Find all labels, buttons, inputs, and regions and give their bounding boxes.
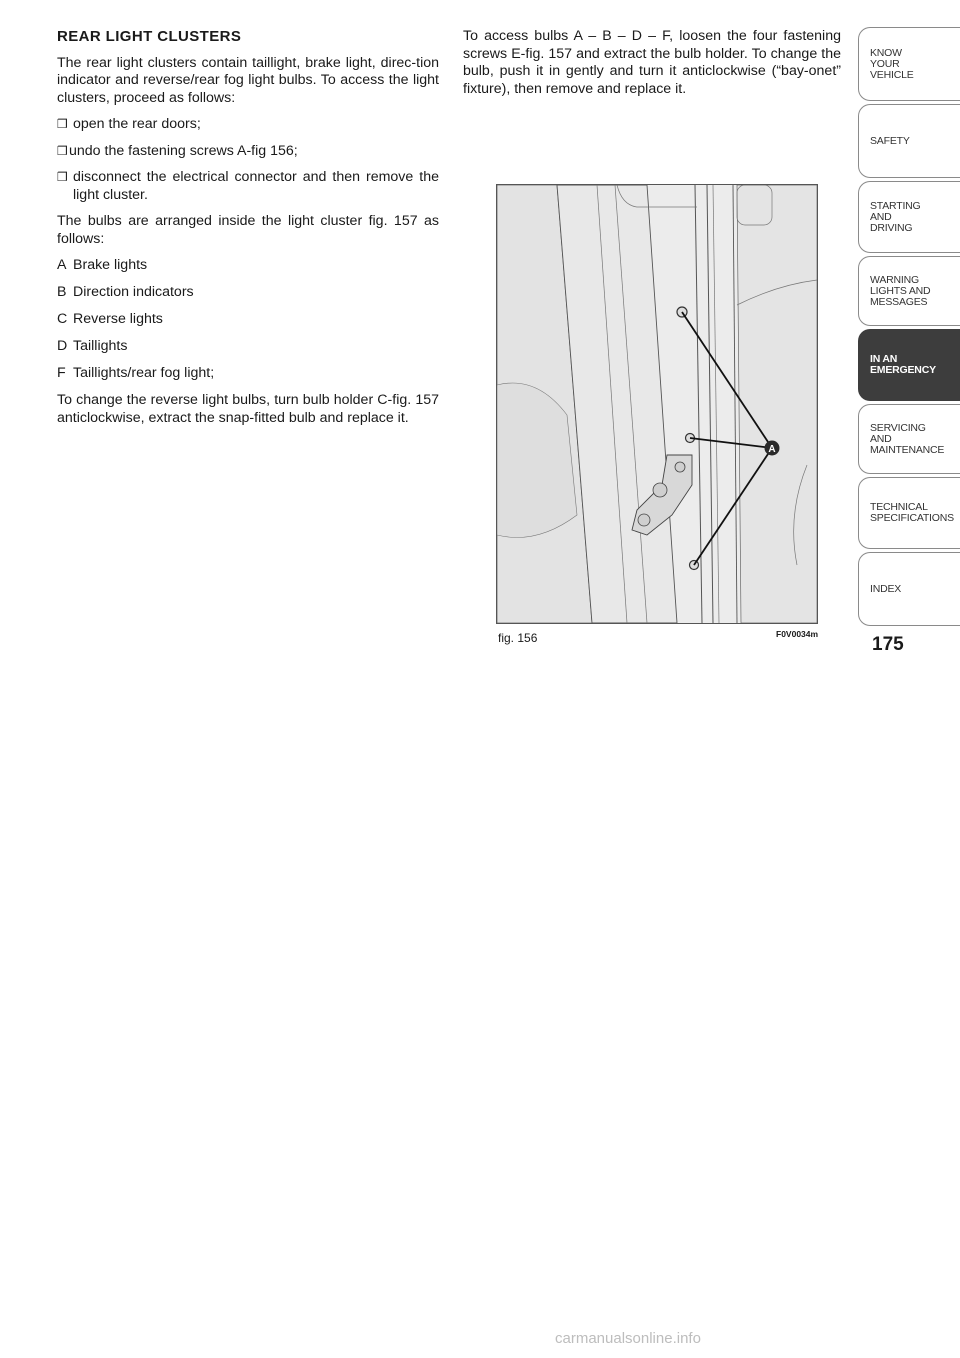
legend-value: Brake lights xyxy=(73,257,148,273)
legend-item xyxy=(57,311,439,329)
callout-label: A xyxy=(768,444,776,455)
right-column xyxy=(463,28,841,98)
legend-value: Reverse lights xyxy=(73,311,163,327)
bullet-text: open the rear doors; xyxy=(73,116,201,132)
figure-156-illustration xyxy=(496,184,818,624)
watermark-text: carmanualsonline.info xyxy=(555,1330,701,1347)
page-number: 175 xyxy=(872,634,904,655)
rear-door-drawing xyxy=(497,185,817,623)
reverse-light-paragraph: To change the reverse light bulbs, turn bulb holder C-fig. 157 anticlockwise, extract the snap-fitted bulb and replace it. xyxy=(57,392,439,426)
figure-caption: fig. 156 xyxy=(498,631,538,645)
tab-index[interactable]: INDEX xyxy=(858,552,960,626)
bullet-text: disconnect the electrical connector and then remove the light cluster. xyxy=(73,169,439,203)
tab-servicing-and-maintenance[interactable]: SERVICING AND MAINTENANCE xyxy=(858,404,960,474)
bullet-item xyxy=(57,116,439,134)
legend-item xyxy=(57,284,439,302)
tab-starting-and-driving[interactable]: STARTING AND DRIVING xyxy=(858,181,960,253)
checkbox-icon: ❒ xyxy=(57,170,68,184)
legend-item xyxy=(57,338,439,356)
legend-item xyxy=(57,365,439,383)
bullet-item xyxy=(57,169,439,204)
legend-item xyxy=(57,257,439,275)
bulb-access-paragraph: To access bulbs A – B – D – F, loosen the four fastening screws E-fig. 157 and extract the bulb holder. To change the bulb, push it in gently and turn it anticlockwise (“bay-onet” fixture), then remove and replace it. xyxy=(463,28,841,97)
bullet-text: undo the fastening screws A-fig 156; xyxy=(69,142,298,159)
figure-code: F0V0034m xyxy=(776,629,819,639)
bullet-item xyxy=(57,143,439,161)
left-column xyxy=(57,28,439,436)
legend-key: F xyxy=(57,365,66,381)
arrangement-paragraph: The bulbs are arranged inside the light cluster fig. 157 as follows: xyxy=(57,213,439,247)
legend-value: Taillights/rear fog light; xyxy=(73,365,215,381)
legend-key: D xyxy=(57,338,68,354)
tab-safety[interactable]: SAFETY xyxy=(858,104,960,178)
intro-paragraph: The rear light clusters contain taillight, brake light, direc-tion indicator and reverse/rear fog light bulbs. To access the light clusters, proceed as follows: xyxy=(57,54,439,106)
legend-key: C xyxy=(57,311,68,327)
tab-warning-lights-and-messages[interactable]: WARNING LIGHTS AND MESSAGES xyxy=(858,256,960,326)
tab-technical-specifications[interactable]: TECHNICAL SPECIFICATIONS xyxy=(858,477,960,549)
legend-key: A xyxy=(57,257,67,273)
tab-know-your-vehicle[interactable]: KNOW YOUR VEHICLE xyxy=(858,27,960,101)
section-heading: REAR LIGHT CLUSTERS xyxy=(57,28,242,45)
checkbox-icon: ❒ xyxy=(57,143,68,158)
checkbox-icon: ❒ xyxy=(57,117,68,131)
legend-value: Direction indicators xyxy=(73,284,194,300)
tab-in-an-emergency[interactable]: IN AN EMERGENCY xyxy=(858,329,960,401)
legend-value: Taillights xyxy=(73,338,128,354)
legend-key: B xyxy=(57,284,67,300)
